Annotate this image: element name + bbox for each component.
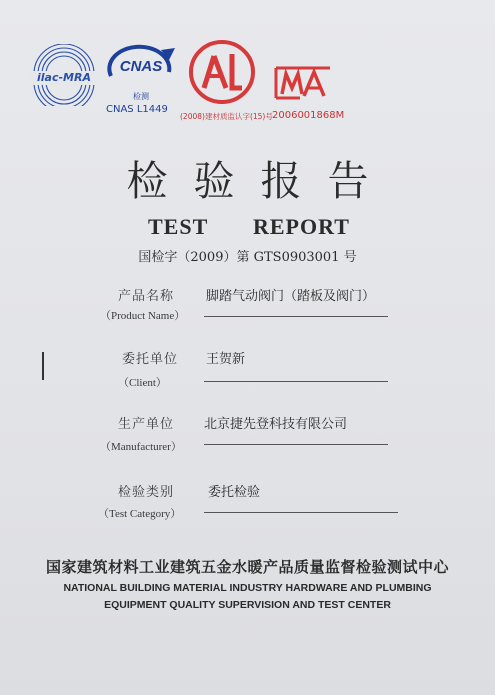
product-name-underline [204, 316, 388, 317]
title-english-test: TEST [148, 214, 209, 239]
ilac-mra-logo [28, 44, 100, 106]
margin-mark [42, 352, 44, 380]
cma-caption: 2006001868M [272, 110, 345, 121]
issuer-name-english-line1: NATIONAL BUILDING MATERIAL INDUSTRY HARDWARE AND PLUMBING [63, 582, 432, 594]
test-category-label: 检验类别 [118, 485, 175, 500]
cma-logo [270, 64, 336, 102]
client-label-en: （Client） [118, 377, 167, 389]
client-value: 王贺新 [206, 352, 246, 367]
manufacturer-underline [204, 444, 388, 445]
product-name-label-en: （Product Name） [100, 310, 186, 322]
manufacturer-label-en: （Manufacturer） [100, 441, 182, 453]
cal-caption: (2008)建材质监认字(15)号 [180, 112, 273, 121]
title-english-report: REPORT [253, 214, 350, 239]
test-category-label-en: （Test Category） [98, 508, 182, 520]
manufacturer-value: 北京捷先登科技有限公司 [204, 417, 348, 432]
client-underline [204, 381, 388, 382]
client-label: 委托单位 [122, 352, 179, 367]
cnas-code: CNAS L1449 [106, 104, 168, 115]
issuer-name-chinese: 国家建筑材料工业建筑五金水暖产品质量监督检验测试中心 [45, 558, 449, 576]
test-category-value: 委托检验 [208, 485, 261, 500]
cal-logo [186, 38, 258, 110]
title-chinese: 检验报告 [126, 157, 395, 205]
ilac-mra-label: ilac-MRA [37, 71, 91, 84]
test-category-underline [204, 512, 398, 513]
cnas-label: CNAS [119, 58, 163, 75]
report-number: 国检字（2009）第 GTS0903001 号 [138, 250, 357, 265]
cnas-sub-label: 检测 [133, 92, 149, 101]
product-name-label: 产品名称 [118, 289, 175, 304]
issuer-name-english-line2: EQUIPMENT QUALITY SUPERVISION AND TEST CENTER [104, 599, 391, 611]
manufacturer-label: 生产单位 [118, 417, 175, 432]
product-name-value: 脚踏气动阀门（踏板及阀门） [206, 289, 376, 304]
cnas-logo [103, 42, 179, 101]
